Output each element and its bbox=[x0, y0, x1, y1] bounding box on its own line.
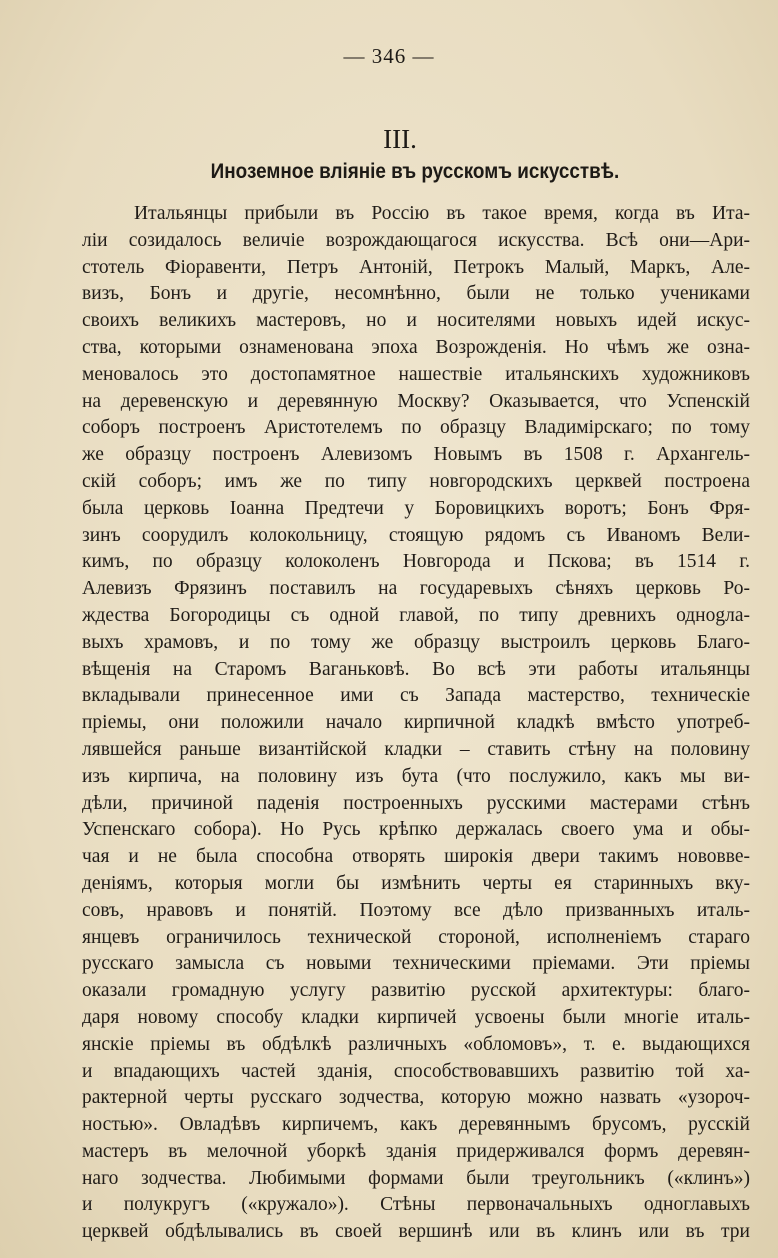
text-line: Успенскаго собора). Но Русь крѣпко держалась своего ума и обы- bbox=[82, 819, 750, 841]
text-line: оказали громадную услугу развитію русской архитектуры: благо- bbox=[82, 980, 750, 1002]
text-line: даря новому способу кладки кирпичей усвоены были многіе италь- bbox=[82, 1006, 750, 1028]
text-line: рактерной черты русскаго зодчества, которую можно назвать «узороч- bbox=[82, 1087, 750, 1109]
text-line: Итальянцы прибыли въ Россію въ такое время, когда въ Ита- bbox=[134, 203, 750, 224]
text-line: ждества Богородицы съ одной главой, по типу древнихъ однogла- bbox=[82, 604, 750, 626]
body-paragraph bbox=[82, 201, 750, 1246]
chapter-numeral: III. bbox=[383, 124, 417, 154]
text-line: соборъ построенъ Аристотелемъ по образцу Владимірскаго; по тому bbox=[82, 417, 750, 439]
text-line: своихъ великихъ мастеровъ, но и носителями новыхъ идей искус- bbox=[82, 310, 750, 332]
text-line: меновалось это достопамятное нашествіе итальянскихъ художниковъ bbox=[82, 363, 750, 385]
text-line: лявшейся раньше византійской кладки – ставить стѣну на половину bbox=[82, 738, 750, 760]
text-line: вкладывали принесенное ими съ Запада мастерство, техническіе bbox=[82, 685, 750, 707]
text-line: Алевизъ Фрязинъ поставилъ на государевыхъ сѣняхъ церковь Ро- bbox=[82, 578, 750, 600]
text-line: вѣщенія на Старомъ Ваганьковѣ. Во всѣ эти работы итальянцы bbox=[82, 658, 750, 680]
text-line: мастеръ въ мелочной уборкѣ зданія придерживался формъ деревян- bbox=[82, 1140, 750, 1162]
page-number: — 346 — bbox=[343, 44, 435, 68]
text-line: была церковь Іоанна Предтечи у Боровицкихъ воротъ; Бонъ Фря- bbox=[82, 497, 750, 519]
text-line: наго зодчества. Любимыми формами были треугольникъ («клинъ») bbox=[82, 1167, 750, 1189]
text-line: кимъ, по образцу колоколенъ Новгорода и Пскова; въ 1514 г. bbox=[82, 551, 750, 573]
text-line: выхъ храмовъ, и по тому же образцу выстроилъ церковь Благо- bbox=[82, 631, 750, 653]
text-line: стотель Фіоравенти, Петръ Антоній, Петрокъ Малый, Маркъ, Але- bbox=[82, 256, 750, 278]
text-line: визъ, Бонъ и другіе, несомнѣнно, были не только учениками bbox=[82, 283, 750, 305]
text-line: русскаго замысла съ новыми техническими пріемами. Эти пріемы bbox=[82, 953, 750, 975]
text-line: скій соборъ; имъ же по типу новгородскихъ церквей построена bbox=[82, 470, 750, 492]
text-line: пріемы, они положили начало кирпичной кладкѣ вмѣсто употреб- bbox=[82, 712, 750, 734]
text-line: и полукругъ («кружало»). Стѣны первоначальныхъ одноглавыхъ bbox=[82, 1194, 750, 1216]
chapter-title: Иноземное вліяніе въ русскомъ искусствѣ. bbox=[210, 160, 620, 183]
text-line: церквей обдѣлывались въ своей вершинѣ или въ клинъ или въ три bbox=[82, 1221, 750, 1243]
text-line: совъ, нравовъ и понятій. Поэтому все дѣло призванныхъ италь- bbox=[82, 899, 750, 921]
text-line: янскіе пріемы въ обдѣлкѣ различныхъ «обломовъ», т. е. выдающихся bbox=[82, 1033, 750, 1055]
text-line: же образцу построенъ Алевизомъ Новымъ въ 1508 г. Архангель- bbox=[82, 444, 750, 466]
text-line: и впадающихъ частей зданія, способствовавшихъ развитію той ха- bbox=[82, 1060, 750, 1082]
text-line: ства, которыми ознаменована эпоха Возрожденія. Но чѣмъ же озна- bbox=[82, 336, 750, 358]
text-line: чая и не была способна отворять широкія двери такимъ нововве- bbox=[82, 846, 750, 868]
text-line: на деревенскую и деревянную Москву? Оказывается, что Успенскій bbox=[82, 390, 750, 412]
text-line: ліи созидалось величіе возрождающагося искусства. Всѣ они—Ари- bbox=[82, 229, 750, 251]
text-line: деніямъ, которыя могли бы измѣнить черты ея старинныхъ вку- bbox=[82, 872, 750, 894]
text-line: зинъ соорудилъ колокольницу, стоящую рядомъ съ Иваномъ Вели- bbox=[82, 524, 750, 546]
text-line: дѣли, причиной паденія построенныхъ русскими мастерами стѣнъ bbox=[82, 792, 750, 814]
text-line: ностью». Овладѣвъ кирпичемъ, какъ деревяннымъ брусомъ, русскій bbox=[82, 1114, 750, 1136]
text-line: янцевъ ограничилось технической стороной, исполненіемъ стараго bbox=[82, 926, 750, 948]
text-line: изъ кирпича, на половину изъ бута (что послужило, какъ мы ви- bbox=[82, 765, 750, 787]
